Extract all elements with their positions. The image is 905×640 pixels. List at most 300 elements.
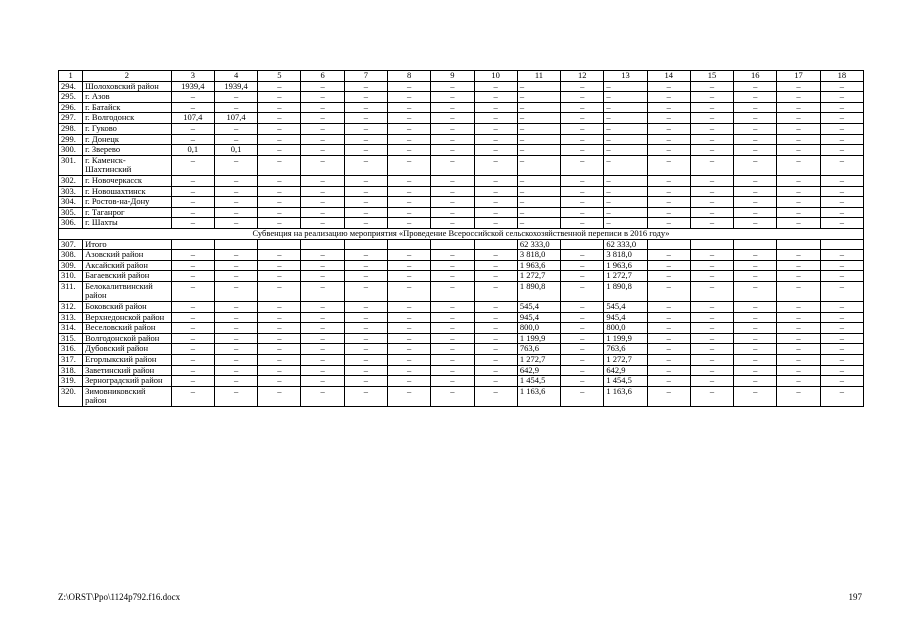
table-row bbox=[59, 355, 864, 366]
footer-page-number: 197 bbox=[848, 592, 862, 602]
row-number: 314. bbox=[59, 323, 83, 334]
column-header: 8 bbox=[388, 71, 431, 82]
value-cell: – bbox=[214, 123, 257, 134]
value-cell: – bbox=[474, 323, 517, 334]
value-cell: – bbox=[604, 113, 647, 124]
column-header: 2 bbox=[83, 71, 172, 82]
value-cell: – bbox=[820, 302, 863, 313]
value-cell: – bbox=[214, 386, 257, 406]
table-row bbox=[59, 376, 864, 387]
value-cell: – bbox=[604, 197, 647, 208]
value-cell: – bbox=[344, 81, 387, 92]
value-cell: – bbox=[777, 134, 820, 145]
value-cell: – bbox=[690, 81, 733, 92]
value-cell: – bbox=[690, 123, 733, 134]
value-cell: – bbox=[388, 271, 431, 282]
value-cell: – bbox=[258, 281, 301, 301]
row-name: г. Таганрог bbox=[83, 207, 172, 218]
value-cell: – bbox=[171, 281, 214, 301]
value-cell: – bbox=[388, 376, 431, 387]
value-cell: – bbox=[214, 312, 257, 323]
value-cell: – bbox=[214, 365, 257, 376]
value-cell: – bbox=[171, 175, 214, 186]
value-cell: – bbox=[734, 123, 777, 134]
value-cell: – bbox=[690, 355, 733, 366]
value-cell: – bbox=[344, 92, 387, 103]
value-cell: – bbox=[561, 376, 604, 387]
value-cell: 107,4 bbox=[214, 113, 257, 124]
value-cell: – bbox=[258, 386, 301, 406]
column-header: 6 bbox=[301, 71, 344, 82]
value-cell: – bbox=[517, 197, 560, 208]
value-cell: – bbox=[258, 323, 301, 334]
budget-table bbox=[58, 70, 864, 407]
row-number: 316. bbox=[59, 344, 83, 355]
table-row bbox=[59, 302, 864, 313]
value-cell bbox=[734, 239, 777, 250]
column-header: 1 bbox=[59, 71, 83, 82]
row-number: 308. bbox=[59, 250, 83, 261]
value-cell: – bbox=[344, 323, 387, 334]
row-number: 312. bbox=[59, 302, 83, 313]
value-cell: – bbox=[777, 207, 820, 218]
value-cell: – bbox=[690, 155, 733, 175]
value-cell: – bbox=[431, 92, 474, 103]
value-cell: – bbox=[734, 355, 777, 366]
value-cell: – bbox=[388, 302, 431, 313]
value-cell: 1 199,9 bbox=[604, 333, 647, 344]
value-cell: – bbox=[820, 145, 863, 156]
value-cell: – bbox=[258, 312, 301, 323]
value-cell: – bbox=[388, 113, 431, 124]
row-name: Шолоховский район bbox=[83, 81, 172, 92]
row-name: г. Зверево bbox=[83, 145, 172, 156]
value-cell: – bbox=[431, 355, 474, 366]
value-cell: – bbox=[171, 333, 214, 344]
value-cell: – bbox=[561, 186, 604, 197]
value-cell: – bbox=[171, 134, 214, 145]
value-cell: – bbox=[820, 333, 863, 344]
value-cell: – bbox=[431, 312, 474, 323]
table-row bbox=[59, 155, 864, 175]
value-cell: – bbox=[561, 344, 604, 355]
table-row bbox=[59, 333, 864, 344]
value-cell: – bbox=[647, 113, 690, 124]
value-cell: – bbox=[734, 333, 777, 344]
value-cell: – bbox=[214, 323, 257, 334]
value-cell: – bbox=[690, 344, 733, 355]
table-row bbox=[59, 102, 864, 113]
value-cell: – bbox=[734, 344, 777, 355]
value-cell: – bbox=[388, 92, 431, 103]
value-cell: – bbox=[820, 386, 863, 406]
value-cell: – bbox=[734, 365, 777, 376]
table-row bbox=[59, 92, 864, 103]
value-cell: – bbox=[214, 186, 257, 197]
value-cell: 1 963,6 bbox=[517, 260, 560, 271]
value-cell: – bbox=[474, 365, 517, 376]
value-cell: – bbox=[690, 102, 733, 113]
value-cell: – bbox=[690, 145, 733, 156]
value-cell: – bbox=[690, 134, 733, 145]
value-cell: – bbox=[604, 218, 647, 229]
column-header: 17 bbox=[777, 71, 820, 82]
value-cell: – bbox=[301, 134, 344, 145]
value-cell: – bbox=[690, 302, 733, 313]
value-cell: – bbox=[820, 175, 863, 186]
value-cell: – bbox=[647, 123, 690, 134]
value-cell: – bbox=[258, 145, 301, 156]
value-cell: – bbox=[344, 102, 387, 113]
value-cell: – bbox=[344, 333, 387, 344]
value-cell: – bbox=[431, 376, 474, 387]
value-cell: – bbox=[777, 312, 820, 323]
value-cell: – bbox=[171, 260, 214, 271]
value-cell bbox=[561, 239, 604, 250]
row-name: г. Каменск-Шахтинский bbox=[83, 155, 172, 175]
value-cell: – bbox=[517, 134, 560, 145]
value-cell: – bbox=[301, 92, 344, 103]
value-cell: – bbox=[258, 250, 301, 261]
value-cell: – bbox=[171, 312, 214, 323]
value-cell: – bbox=[734, 302, 777, 313]
value-cell: – bbox=[171, 218, 214, 229]
value-cell: – bbox=[388, 281, 431, 301]
value-cell: – bbox=[431, 344, 474, 355]
value-cell: 62 333,0 bbox=[604, 239, 647, 250]
value-cell: – bbox=[214, 260, 257, 271]
row-name: г. Гуково bbox=[83, 123, 172, 134]
value-cell: – bbox=[561, 365, 604, 376]
value-cell: – bbox=[777, 376, 820, 387]
value-cell: – bbox=[820, 365, 863, 376]
value-cell: – bbox=[561, 155, 604, 175]
value-cell: – bbox=[258, 102, 301, 113]
value-cell: – bbox=[301, 81, 344, 92]
value-cell: 1 272,7 bbox=[604, 271, 647, 282]
value-cell: – bbox=[647, 260, 690, 271]
value-cell: – bbox=[344, 145, 387, 156]
value-cell: – bbox=[820, 376, 863, 387]
value-cell: – bbox=[561, 175, 604, 186]
value-cell: – bbox=[604, 81, 647, 92]
value-cell: 545,4 bbox=[517, 302, 560, 313]
value-cell: – bbox=[214, 218, 257, 229]
value-cell: – bbox=[777, 218, 820, 229]
value-cell: – bbox=[301, 312, 344, 323]
value-cell bbox=[214, 239, 257, 250]
value-cell: – bbox=[561, 333, 604, 344]
value-cell: – bbox=[301, 145, 344, 156]
value-cell: – bbox=[647, 207, 690, 218]
value-cell: – bbox=[820, 250, 863, 261]
value-cell: – bbox=[734, 186, 777, 197]
value-cell: – bbox=[604, 155, 647, 175]
value-cell: – bbox=[777, 186, 820, 197]
value-cell: – bbox=[171, 102, 214, 113]
value-cell: 642,9 bbox=[517, 365, 560, 376]
row-number: 304. bbox=[59, 197, 83, 208]
value-cell: – bbox=[214, 355, 257, 366]
value-cell: – bbox=[431, 302, 474, 313]
value-cell: – bbox=[561, 312, 604, 323]
value-cell: – bbox=[734, 207, 777, 218]
column-header: 4 bbox=[214, 71, 257, 82]
table-row bbox=[59, 386, 864, 406]
value-cell: – bbox=[344, 207, 387, 218]
value-cell: – bbox=[258, 123, 301, 134]
row-name: Боковский район bbox=[83, 302, 172, 313]
value-cell bbox=[690, 239, 733, 250]
value-cell: – bbox=[214, 134, 257, 145]
value-cell: – bbox=[258, 333, 301, 344]
value-cell: – bbox=[517, 175, 560, 186]
value-cell: – bbox=[388, 250, 431, 261]
value-cell: – bbox=[517, 81, 560, 92]
row-number: 303. bbox=[59, 186, 83, 197]
value-cell: – bbox=[258, 376, 301, 387]
value-cell: – bbox=[344, 365, 387, 376]
row-name: Волгодонской район bbox=[83, 333, 172, 344]
value-cell: – bbox=[474, 260, 517, 271]
table-row bbox=[59, 134, 864, 145]
value-cell: – bbox=[777, 197, 820, 208]
row-number: 302. bbox=[59, 175, 83, 186]
value-cell bbox=[388, 239, 431, 250]
value-cell: – bbox=[171, 207, 214, 218]
value-cell: – bbox=[820, 197, 863, 208]
value-cell: – bbox=[690, 207, 733, 218]
value-cell: – bbox=[820, 102, 863, 113]
row-number: 299. bbox=[59, 134, 83, 145]
value-cell: – bbox=[561, 145, 604, 156]
value-cell: – bbox=[561, 355, 604, 366]
value-cell: – bbox=[344, 355, 387, 366]
row-number: 305. bbox=[59, 207, 83, 218]
table-row bbox=[59, 323, 864, 334]
value-cell: – bbox=[517, 113, 560, 124]
value-cell: – bbox=[214, 376, 257, 387]
value-cell: – bbox=[777, 250, 820, 261]
value-cell: 800,0 bbox=[517, 323, 560, 334]
value-cell: – bbox=[647, 323, 690, 334]
table-row bbox=[59, 197, 864, 208]
value-cell: – bbox=[431, 145, 474, 156]
value-cell: – bbox=[258, 355, 301, 366]
value-cell: – bbox=[301, 386, 344, 406]
table-row bbox=[59, 123, 864, 134]
row-number: 309. bbox=[59, 260, 83, 271]
value-cell: – bbox=[431, 271, 474, 282]
value-cell: – bbox=[734, 145, 777, 156]
value-cell: – bbox=[690, 281, 733, 301]
value-cell: 3 818,0 bbox=[604, 250, 647, 261]
value-cell: – bbox=[214, 281, 257, 301]
row-name: Верхнедонской район bbox=[83, 312, 172, 323]
value-cell: – bbox=[517, 145, 560, 156]
row-number: 320. bbox=[59, 386, 83, 406]
value-cell: – bbox=[431, 155, 474, 175]
value-cell: – bbox=[647, 344, 690, 355]
row-number: 311. bbox=[59, 281, 83, 301]
value-cell: – bbox=[258, 175, 301, 186]
value-cell: – bbox=[604, 175, 647, 186]
value-cell: – bbox=[474, 155, 517, 175]
value-cell: – bbox=[258, 218, 301, 229]
value-cell: – bbox=[258, 344, 301, 355]
value-cell: 1 272,7 bbox=[517, 355, 560, 366]
table-row bbox=[59, 175, 864, 186]
value-cell: – bbox=[734, 250, 777, 261]
column-header: 10 bbox=[474, 71, 517, 82]
value-cell: – bbox=[777, 323, 820, 334]
value-cell: – bbox=[388, 333, 431, 344]
value-cell: – bbox=[777, 271, 820, 282]
value-cell: – bbox=[517, 207, 560, 218]
value-cell: – bbox=[734, 175, 777, 186]
value-cell: – bbox=[344, 386, 387, 406]
column-header: 3 bbox=[171, 71, 214, 82]
value-cell: – bbox=[344, 123, 387, 134]
value-cell: – bbox=[820, 355, 863, 366]
row-name: Зимовниковский район bbox=[83, 386, 172, 406]
column-header: 14 bbox=[647, 71, 690, 82]
table-row bbox=[59, 250, 864, 261]
value-cell: – bbox=[561, 323, 604, 334]
value-cell bbox=[258, 239, 301, 250]
value-cell: – bbox=[690, 175, 733, 186]
value-cell: – bbox=[604, 123, 647, 134]
value-cell: – bbox=[647, 175, 690, 186]
value-cell: – bbox=[214, 344, 257, 355]
footer-file-path: Z:\ORST\Ppo\1124p792.f16.docx bbox=[58, 592, 181, 602]
value-cell: – bbox=[301, 260, 344, 271]
row-number: 300. bbox=[59, 145, 83, 156]
value-cell: – bbox=[734, 218, 777, 229]
value-cell: – bbox=[301, 175, 344, 186]
value-cell: – bbox=[474, 81, 517, 92]
value-cell: – bbox=[388, 123, 431, 134]
value-cell: – bbox=[258, 92, 301, 103]
value-cell: – bbox=[604, 134, 647, 145]
value-cell: – bbox=[647, 271, 690, 282]
value-cell: – bbox=[777, 344, 820, 355]
table-row bbox=[59, 260, 864, 271]
value-cell: – bbox=[604, 186, 647, 197]
value-cell: – bbox=[734, 386, 777, 406]
column-header: 18 bbox=[820, 71, 863, 82]
value-cell: – bbox=[474, 218, 517, 229]
value-cell: – bbox=[647, 281, 690, 301]
value-cell: – bbox=[604, 92, 647, 103]
table-row bbox=[59, 113, 864, 124]
row-number: 317. bbox=[59, 355, 83, 366]
value-cell: – bbox=[171, 302, 214, 313]
value-cell: – bbox=[344, 218, 387, 229]
value-cell: – bbox=[258, 302, 301, 313]
row-number: 318. bbox=[59, 365, 83, 376]
value-cell: – bbox=[301, 355, 344, 366]
value-cell: 3 818,0 bbox=[517, 250, 560, 261]
value-cell: – bbox=[561, 281, 604, 301]
row-number: 310. bbox=[59, 271, 83, 282]
column-header: 13 bbox=[604, 71, 647, 82]
value-cell: 1 199,9 bbox=[517, 333, 560, 344]
value-cell: – bbox=[820, 260, 863, 271]
value-cell: – bbox=[561, 123, 604, 134]
value-cell: 107,4 bbox=[171, 113, 214, 124]
value-cell: – bbox=[344, 302, 387, 313]
value-cell: – bbox=[777, 260, 820, 271]
value-cell: 0,1 bbox=[214, 145, 257, 156]
value-cell: – bbox=[344, 344, 387, 355]
value-cell: 1939,4 bbox=[214, 81, 257, 92]
value-cell: – bbox=[431, 175, 474, 186]
value-cell: – bbox=[561, 271, 604, 282]
value-cell: – bbox=[171, 186, 214, 197]
value-cell: – bbox=[344, 312, 387, 323]
value-cell: – bbox=[647, 186, 690, 197]
table-row bbox=[59, 81, 864, 92]
value-cell: 0,1 bbox=[171, 145, 214, 156]
value-cell: – bbox=[431, 186, 474, 197]
value-cell: 1 454,5 bbox=[604, 376, 647, 387]
value-cell: – bbox=[820, 207, 863, 218]
value-cell: – bbox=[214, 271, 257, 282]
value-cell: – bbox=[388, 323, 431, 334]
value-cell bbox=[777, 239, 820, 250]
value-cell: – bbox=[214, 175, 257, 186]
value-cell: – bbox=[388, 312, 431, 323]
value-cell: – bbox=[820, 281, 863, 301]
value-cell bbox=[647, 239, 690, 250]
value-cell: – bbox=[301, 302, 344, 313]
value-cell: – bbox=[690, 323, 733, 334]
value-cell: – bbox=[734, 271, 777, 282]
value-cell bbox=[474, 239, 517, 250]
value-cell: 763,6 bbox=[604, 344, 647, 355]
value-cell: – bbox=[734, 155, 777, 175]
value-cell: – bbox=[474, 386, 517, 406]
value-cell: – bbox=[344, 271, 387, 282]
value-cell: – bbox=[734, 260, 777, 271]
row-number: 301. bbox=[59, 155, 83, 175]
value-cell: – bbox=[517, 155, 560, 175]
row-name: г. Донецк bbox=[83, 134, 172, 145]
row-number: 296. bbox=[59, 102, 83, 113]
section-row bbox=[59, 228, 864, 239]
value-cell: – bbox=[474, 113, 517, 124]
value-cell: – bbox=[561, 113, 604, 124]
value-cell: – bbox=[561, 260, 604, 271]
value-cell: – bbox=[647, 155, 690, 175]
value-cell: – bbox=[388, 355, 431, 366]
row-number: 297. bbox=[59, 113, 83, 124]
value-cell: 1 454,5 bbox=[517, 376, 560, 387]
value-cell: 1 272,7 bbox=[604, 355, 647, 366]
value-cell: – bbox=[820, 123, 863, 134]
value-cell: – bbox=[474, 134, 517, 145]
value-cell: – bbox=[690, 197, 733, 208]
value-cell: – bbox=[820, 344, 863, 355]
value-cell: – bbox=[690, 113, 733, 124]
row-number: 295. bbox=[59, 92, 83, 103]
value-cell: – bbox=[258, 365, 301, 376]
value-cell: – bbox=[431, 197, 474, 208]
value-cell: – bbox=[214, 92, 257, 103]
column-header: 11 bbox=[517, 71, 560, 82]
value-cell: – bbox=[777, 365, 820, 376]
